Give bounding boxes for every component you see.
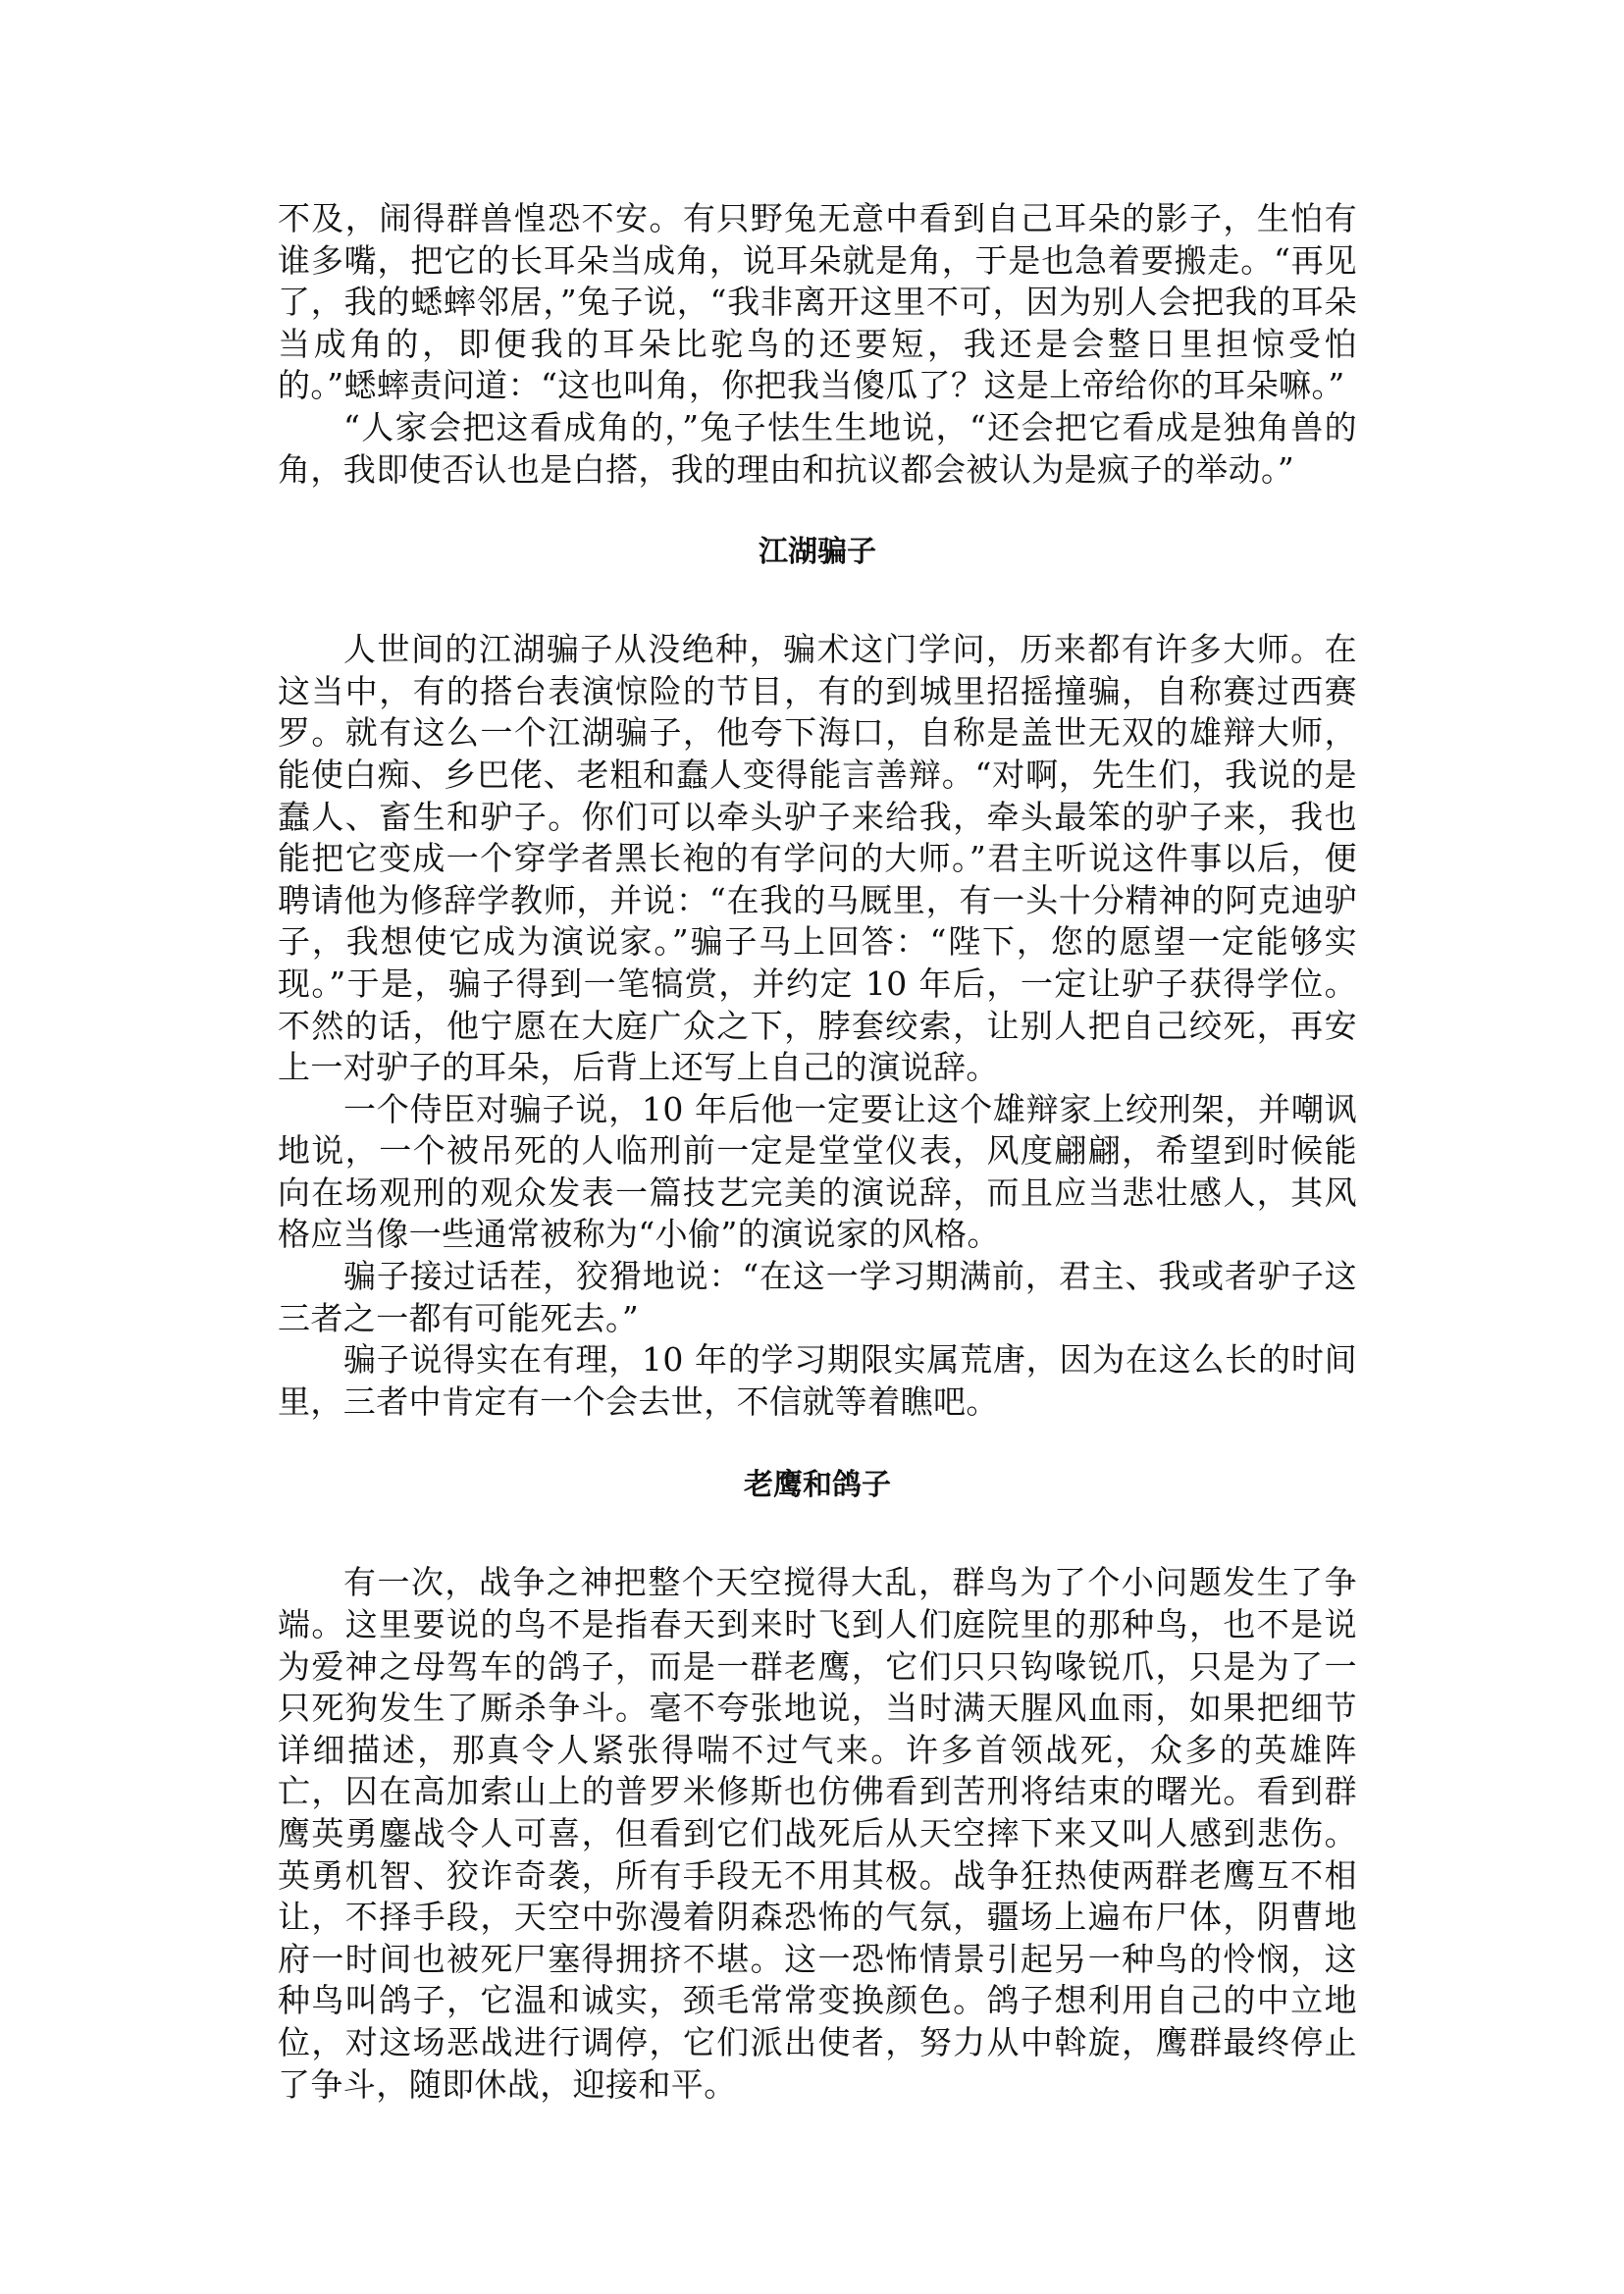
- paragraph: 骗子接过话茬，狡猾地说：“在这一学习期满前，君主、我或者驴子这三者之一都有可能死去。”: [278, 1257, 1357, 1337]
- story-charlatan: [278, 533, 1357, 1423]
- paragraph: 不及，闹得群兽惶恐不安。有只野兔无意中看到自己耳朵的影子，生怕有谁多嘴，把它的长耳朵当成角，说耳朵就是角，于是也急着要搬走。“再见了，我的蟋蟀邻居，”兔子说，“我非离开这里不可，因为别人会把我的耳朵当成角的，即便我的耳朵比驼鸟的还要短，我还是会整日里担惊受怕的。”蟋蟀责问道：“这也叫角，你把我当傻瓜了？这是上帝给你的耳朵嘛。”: [278, 199, 1357, 405]
- story-eagles-and-doves: [278, 1466, 1357, 2106]
- paragraph: 有一次，战争之神把整个天空搅得大乱，群鸟为了个小问题发生了争端。这里要说的鸟不是指春天到来时飞到人们庭院里的那种鸟，也不是说为爱神之母驾车的鸽子，而是一群老鹰，它们只只钩喙锐爪，只是为了一只死狗发生了厮杀争斗。毫不夸张地说，当时满天腥风血雨，如果把细节详细描述，那真令人紧张得喘不过气来。许多首领战死，众多的英雄阵亡，囚在高加索山上的普罗米修斯也仿佛看到苦刑将结束的曙光。看到群鹰英勇鏖战令人可喜，但看到它们战死后从天空摔下来又叫人感到悲伤。英勇机智、狡诈奇袭，所有手段无不用其极。战争狂热使两群老鹰互不相让，不择手段，天空中弥漫着阴森恐怖的气氛，疆场上遍布尸体，阴曹地府一时间也被死尸塞得拥挤不堪。这一恐怖情景引起另一种鸟的怜悯，这种鸟叫鸽子，它温和诚实，颈毛常常变换颜色。鸽子想利用自己的中立地位，对这场恶战进行调停，它们派出使者，努力从中斡旋，鹰群最终停止了争斗，随即休战，迎接和平。: [278, 1563, 1357, 2104]
- document-page: [278, 198, 1357, 2106]
- paragraph: “人家会把这看成角的，”兔子怯生生地说，“还会把它看成是独角兽的角，我即使否认也是白搭，我的理由和抗议都会被认为是疯子的举动。”: [278, 407, 1357, 489]
- paragraph: 骗子说得实在有理，10 年的学习期限实属荒唐，因为在这么长的时间里，三者中肯定有一个会去世，不信就等着瞧吧。: [278, 1340, 1357, 1421]
- paragraph: 人世间的江湖骗子从没绝种，骗术这门学问，历来都有许多大师。在这当中，有的搭台表演惊险的节目，有的到城里招摇撞骗，自称赛过西赛罗。就有这么一个江湖骗子，他夸下海口，自称是盖世无双的雄辩大师，能使白痴、乡巴佬、老粗和蠢人变得能言善辩。“对啊，先生们，我说的是蠢人、畜生和驴子。你们可以牵头驴子来给我，牵头最笨的驴子来，我也能把它变成一个穿学者黑长袍的有学问的大师。”君主听说这件事以后，便聘请他为修辞学教师，并说：“在我的马厩里，有一头十分精神的阿克迪驴子，我想使它成为演说家。”骗子马上回答：“陛下，您的愿望一定能够实现。”于是，骗子得到一笔犒赏，并约定 10 年后，一定让驴子获得学位。不然的话，他宁愿在大庭广众之下，脖套绞索，让别人把自己绞死，再安上一对驴子的耳朵，后背上还写上自己的演说辞。: [278, 630, 1357, 1087]
- section-title: 老鹰和鸽子: [744, 1468, 891, 1503]
- section-title: 江湖骗子: [759, 535, 876, 570]
- story-previous-continued: [278, 198, 1357, 491]
- paragraph: 一个侍臣对骗子说，10 年后他一定要让这个雄辩家上绞刑架，并嘲讽地说，一个被吊死的人临刑前一定是堂堂仪表，风度翩翩，希望到时候能向在场观刑的观众发表一篇技艺完美的演说辞，而且应当悲壮感人，其风格应当像一些通常被称为“小偷”的演说家的风格。: [278, 1089, 1357, 1254]
